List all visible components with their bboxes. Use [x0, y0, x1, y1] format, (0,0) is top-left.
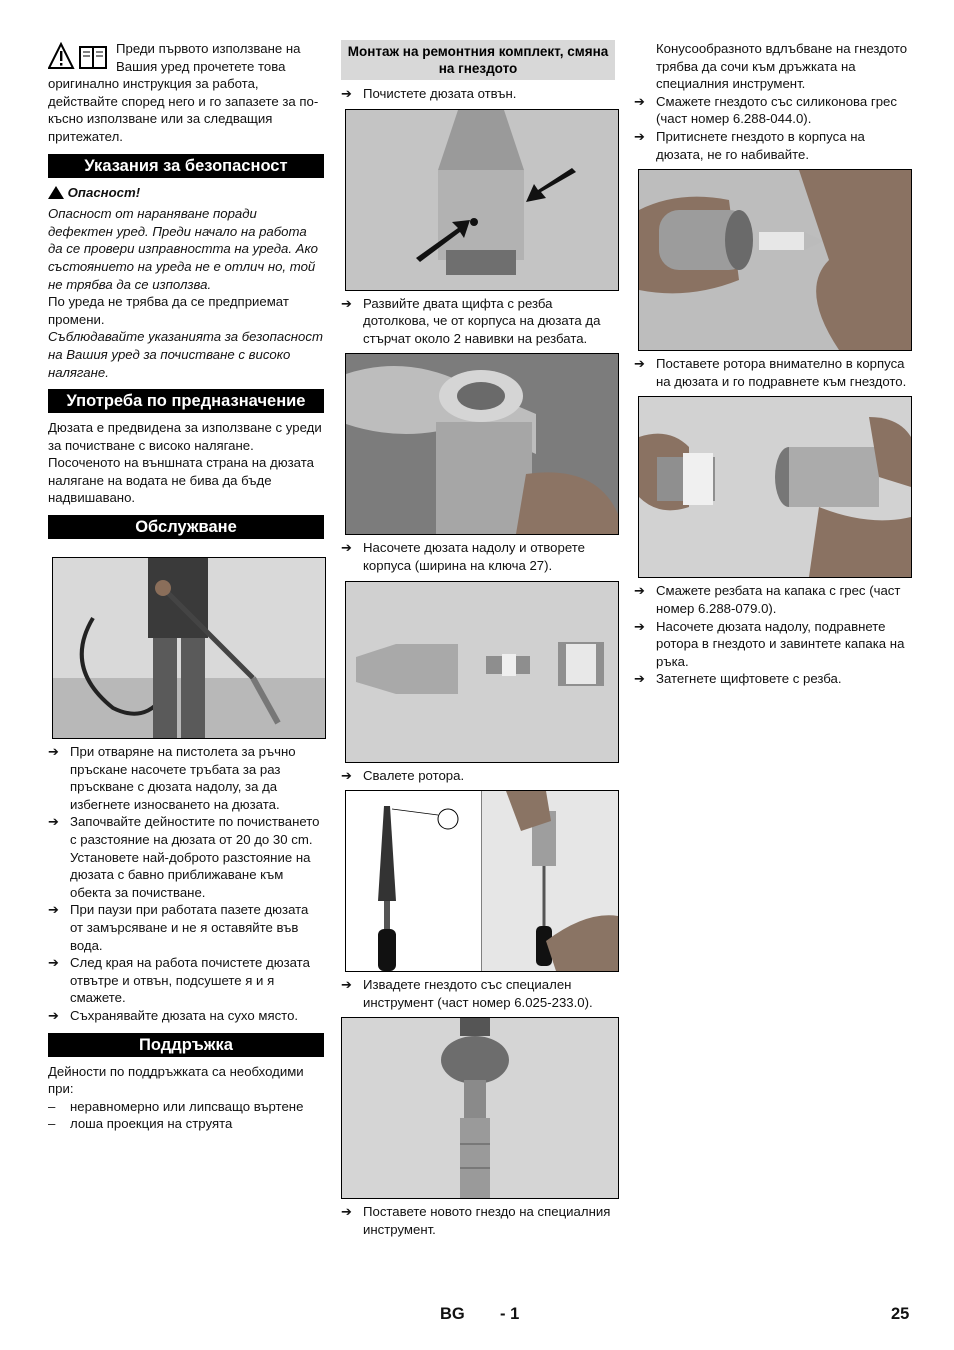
assembly-step-3: ➔ Поставете ротора внимателно в корпуса на дюзата и го подравнете към гнездото. — [634, 355, 912, 390]
repair-step-2: ➔ Развийте двата щифта с резба дотолкова, че от корпуса на дюзата да стърчат около 2 навивки на резбата. — [341, 295, 621, 348]
footer-section: - 1 — [500, 1305, 520, 1323]
photo-cap-thread — [638, 396, 912, 578]
assembly-step-2: ➔ Притиснете гнездото в корпуса на дюзата, не го набивайте. — [634, 128, 912, 163]
warning-manual-icons — [48, 42, 110, 72]
photo-insert-rotor — [638, 169, 912, 351]
photo-new-seat-on-tool — [341, 1017, 619, 1199]
page-number: 25 — [891, 1305, 910, 1323]
nozzle-screws-image — [346, 110, 618, 290]
seat-orientation-text: Конусообразното вдлъбване на гнездото трябва да сочи към дръжката на специалния инструмент. — [656, 41, 908, 92]
service-step-1: ➔ При отваряне на пистолета за ръчно пръскане насочете тръбата за раз пръскване с дюзата надолу, за да избегнете износването на дюзата. — [48, 743, 324, 813]
repair-step-6: ➔ Поставете новото гнездо на специалния инструмент. — [341, 1203, 621, 1238]
repair-kit-heading: Монтаж на ремонтния комплект, смяна на гнездото — [341, 40, 615, 80]
column-middle — [341, 40, 621, 1239]
assembly-step-6: ➔ Затегнете щифтовете с резба. — [634, 670, 912, 688]
no-changes-text: По уреда не трябва да се предприемат промени. — [48, 294, 289, 327]
maintenance-text: Дейности по поддръжката са необходими при: — [48, 1063, 304, 1097]
photo-nozzle-screws — [345, 109, 619, 291]
operator-image — [53, 558, 325, 738]
service-step-2: ➔ Започвайте дейностите по почистването с разстояние на дюзата от 20 до 30 cm. — [48, 813, 324, 848]
assembly-step-1: ➔ Смажете гнездото със силиконова грес (част номер 6.288-044.0). — [634, 93, 912, 128]
new-seat-image — [342, 1018, 618, 1198]
service-step-5: ➔ Съхранявайте дюзата на сухо място. — [48, 1007, 324, 1025]
danger-label: Опасност! — [67, 184, 141, 200]
warning-triangle-book-icon — [48, 42, 110, 72]
footer-language: BG — [440, 1305, 465, 1323]
repair-step-1: ➔ Почистете дюзата отвън. — [341, 85, 621, 103]
insert-rotor-image — [639, 170, 911, 350]
service-step-3: ➔ При паузи при работата пазете дюзата от замърсяване и не я оставяйте във вода. — [48, 901, 324, 954]
repair-step-4: ➔ Свалете ротора. — [341, 767, 621, 785]
danger-icon — [48, 186, 64, 199]
use-heading: Употреба по предназначение — [48, 389, 324, 413]
repair-step-5: ➔ Извадете гнездото със специален инструмент (част номер 6.025-233.0). — [341, 976, 621, 1011]
photo-operator-with-lance — [52, 557, 326, 739]
special-tool-image — [346, 791, 618, 971]
maintenance-item-2: – лоша проекция на струята — [48, 1115, 324, 1133]
photo-wrench-open — [345, 353, 619, 535]
assembly-step-4: ➔ Смажете резбата на капака с грес (част номер 6.288-079.0). — [634, 582, 912, 617]
intro-text: Преди първото използване на Вашия уред прочетете това оригинално инструкция за работа, действайте според него и го запазете за по-късно използване или за следващия притежател. — [48, 41, 319, 144]
danger-label-line — [48, 184, 324, 202]
service-heading: Обслужване — [48, 515, 324, 539]
service-step-4: ➔ След края на работа почистете дюзата отвътре и отвън, подсушете я и я смажете. — [48, 954, 324, 1007]
service-note: Установете най-доброто разстояние на дюзата с бавно приближаване към обекта за почистване. — [70, 849, 311, 900]
photo-rotor-removed — [345, 581, 619, 763]
maintenance-item-1: – неравномерно или липсващо въртене — [48, 1098, 324, 1116]
wrench-image — [346, 354, 618, 534]
intro-block — [48, 40, 324, 146]
danger-text: Опасност от нараняване поради дефектен уред. Преди начало на работа да се провери изправността на уреда. Ако състоянието на уреда не е отлич но, той не трябва да се използва. — [48, 206, 319, 292]
observe-text: Съблюдавайте указанията за безопасност на Вашия уред за почистване с високо налягане. — [48, 329, 323, 380]
rotor-image — [346, 582, 618, 762]
photo-special-tool — [345, 790, 619, 972]
column-left — [48, 40, 324, 1133]
maintenance-heading: Поддръжка — [48, 1033, 324, 1057]
assembly-step-5: ➔ Насочете дюзата надолу, подравнете ротора в гнездото и завинтете капака на ръка. — [634, 618, 912, 671]
cap-thread-image — [639, 397, 911, 577]
column-right — [634, 40, 912, 688]
use-text: Дюзата е предвидена за използване с уреди за почистване с високо налягане. Посоченото на външната страна на дюзата налягане на водата не бива да бъде надвишавано. — [48, 420, 322, 506]
repair-step-3: ➔ Насочете дюзата надолу и отворете корпуса (ширина на ключа 27). — [341, 539, 621, 574]
safety-heading: Указания за безопасност — [48, 154, 324, 178]
